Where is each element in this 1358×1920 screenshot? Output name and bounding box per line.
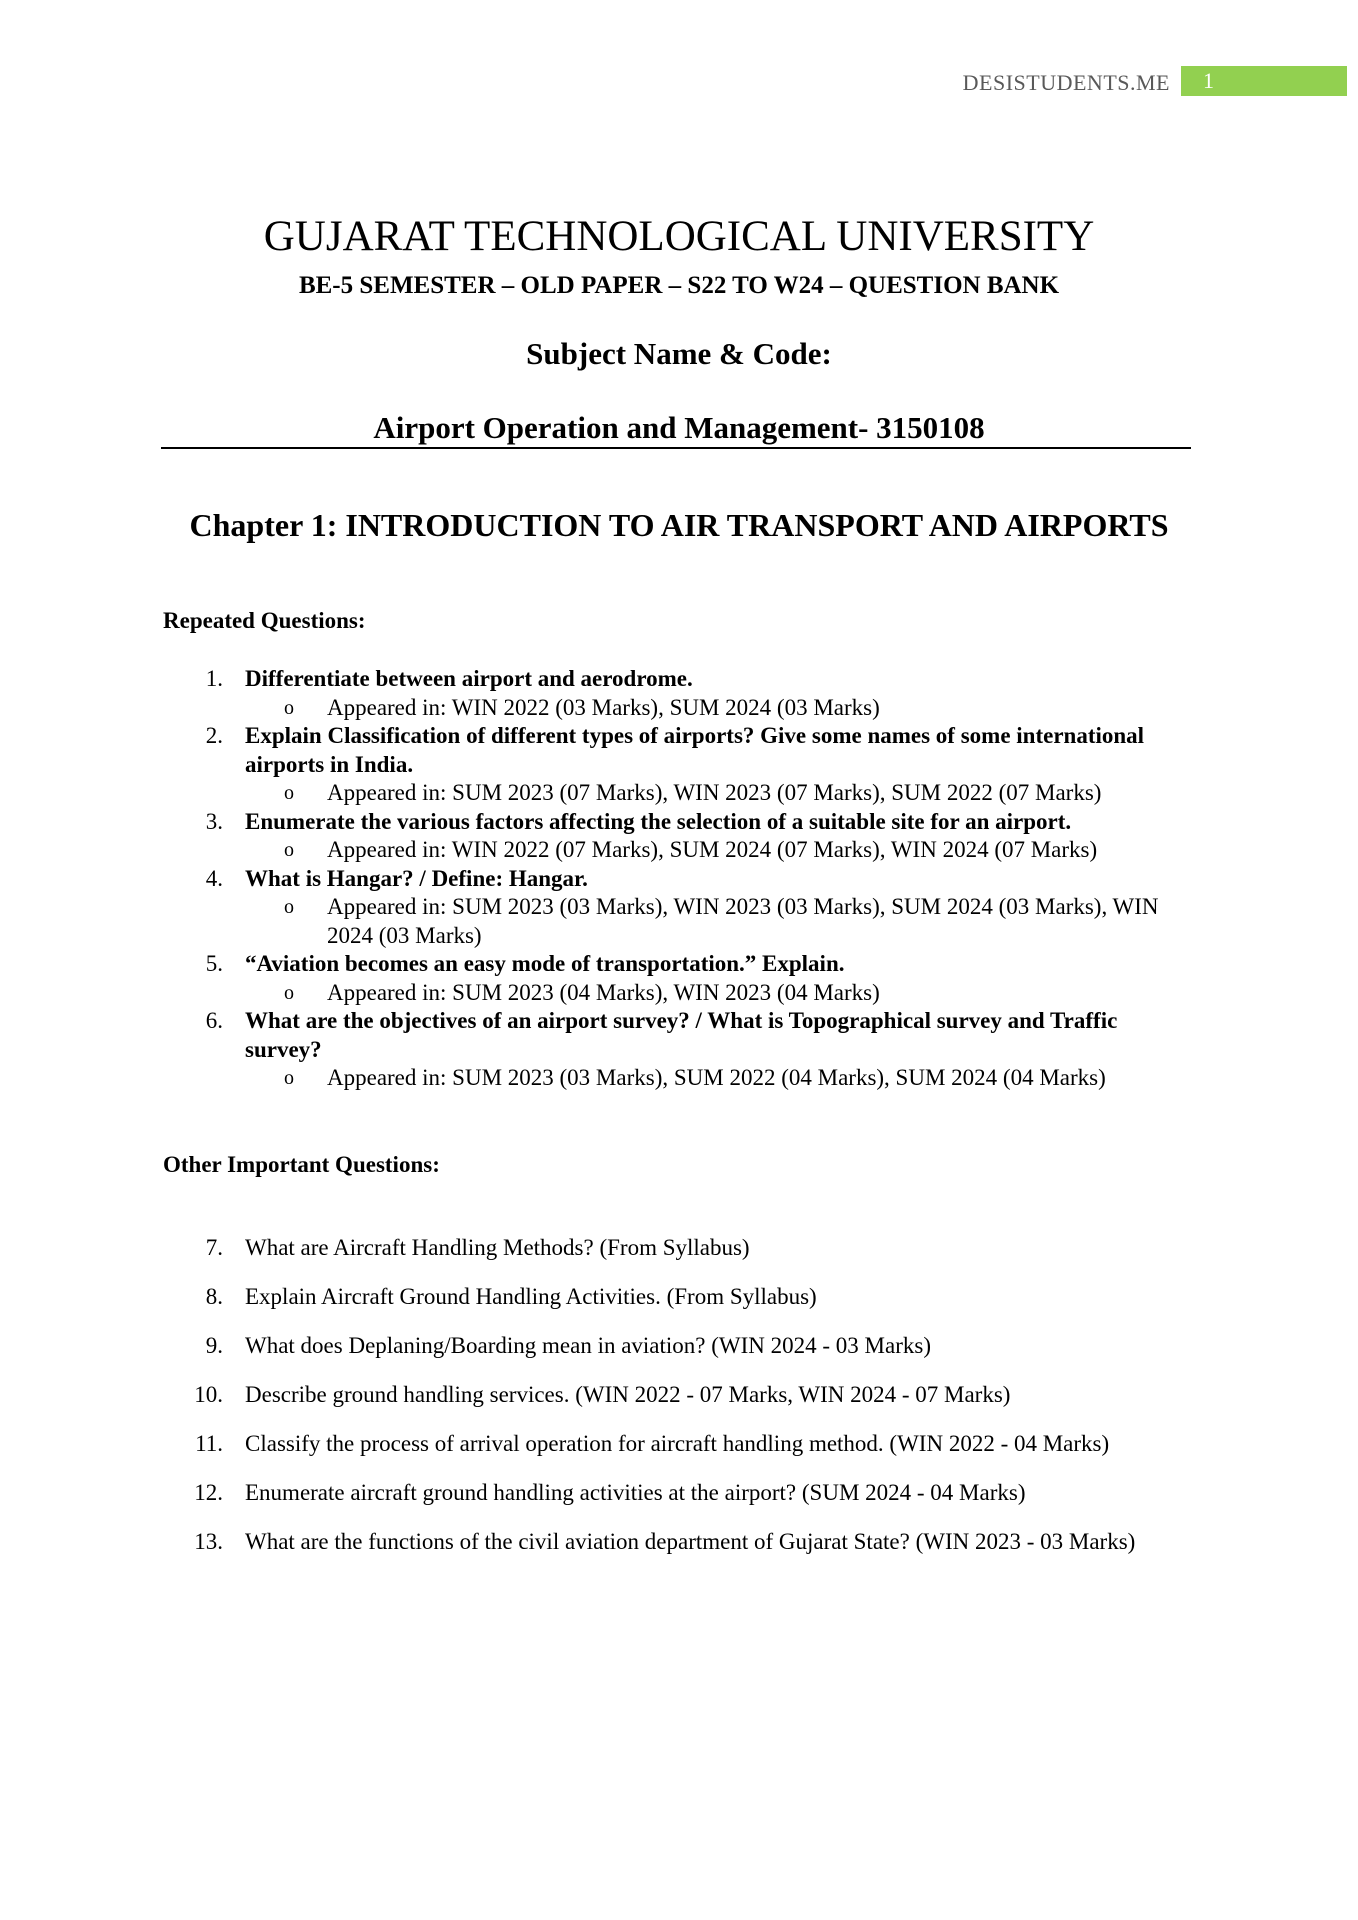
bullet-icon: o <box>284 896 294 918</box>
question <box>0 950 1358 979</box>
appeared-text: Appeared in: SUM 2023 (03 Marks), WIN 2023 (03 Marks), SUM 2024 (03 Marks), WIN 2024 (03 Marks) <box>327 894 1159 948</box>
question-number: 10. <box>194 1382 223 1407</box>
chapter-heading: Chapter 1: INTRODUCTION TO AIR TRANSPORT AND AIRPORTS <box>189 507 1169 543</box>
header-brand: DESISTUDENTS.ME <box>962 70 1170 95</box>
question-text: Enumerate aircraft ground handling activities at the airport? (SUM 2024 - 04 Marks) <box>245 1480 1026 1505</box>
question-number: 13. <box>194 1529 223 1554</box>
question-text: “Aviation becomes an easy mode of transportation.” Explain. <box>245 951 845 976</box>
list-item <box>0 865 1358 951</box>
question-number: 12. <box>194 1480 223 1505</box>
question <box>0 1007 1358 1064</box>
list-item <box>0 1528 1358 1557</box>
list-item <box>0 1381 1358 1410</box>
question-text: Describe ground handling services. (WIN 2022 - 07 Marks, WIN 2024 - 07 Marks) <box>245 1382 1011 1407</box>
question-number: 6. <box>205 1008 223 1033</box>
list-item <box>0 1332 1358 1361</box>
question-number: 8. <box>205 1284 223 1309</box>
list-item <box>0 665 1358 722</box>
question-number: 5. <box>205 951 223 976</box>
appeared-in <box>0 779 1358 808</box>
question-number: 1. <box>205 666 223 691</box>
appeared-text: Appeared in: WIN 2022 (03 Marks), SUM 2024 (03 Marks) <box>327 694 880 720</box>
question-number: 9. <box>205 1333 223 1358</box>
page-title: GUJARAT TECHNOLOGICAL UNIVERSITY <box>263 213 1095 260</box>
list-item <box>0 722 1358 808</box>
question <box>0 808 1358 837</box>
question <box>0 722 1358 779</box>
subject-label: Subject Name & Code: <box>526 336 832 371</box>
subject-name: Airport Operation and Management- 3150108 <box>373 410 985 445</box>
appeared-in <box>0 694 1358 723</box>
list-item <box>0 808 1358 865</box>
list-item <box>0 1283 1358 1312</box>
page-subtitle: BE-5 SEMESTER – OLD PAPER – S22 TO W24 – QUESTION BANK <box>298 272 1060 299</box>
appeared-in <box>0 836 1358 865</box>
list-item <box>0 1007 1358 1093</box>
list-item <box>0 1234 1358 1263</box>
question-text: Explain Classification of different types of airports? Give some names of some international airports in India. <box>245 723 1145 777</box>
bullet-icon: o <box>284 1067 294 1089</box>
appeared-in <box>0 1064 1358 1093</box>
bullet-icon: o <box>284 782 294 804</box>
appeared-text: Appeared in: SUM 2023 (04 Marks), WIN 2023 (04 Marks) <box>327 979 880 1005</box>
question-text: What is Hangar? / Define: Hangar. <box>245 865 588 891</box>
list-item <box>0 1430 1358 1459</box>
question-number: 7. <box>205 1235 223 1260</box>
page-number-badge: 1 <box>1181 66 1347 96</box>
title-underline <box>161 447 1191 449</box>
question-text: Classify the process of arrival operation for aircraft handling method. (WIN 2022 - 04 Marks) <box>245 1431 1110 1456</box>
question-number: 4. <box>205 865 223 891</box>
question <box>0 665 1358 694</box>
question-text: What are the functions of the civil aviation department of Gujarat State? (WIN 2023 - 03 Marks) <box>245 1529 1136 1554</box>
question-text: Explain Aircraft Ground Handling Activities. (From Syllabus) <box>245 1284 817 1309</box>
list-item <box>0 1479 1358 1508</box>
bullet-icon: o <box>284 981 294 1004</box>
question-text: What are the objectives of an airport survey? / What is Topographical survey and Traffic survey? <box>245 1008 1118 1062</box>
question-number: 3. <box>205 808 223 834</box>
question-number: 2. <box>205 723 223 748</box>
bullet-icon: o <box>284 696 294 719</box>
other-questions-list <box>0 1234 1358 1577</box>
appeared-text: Appeared in: SUM 2023 (03 Marks), SUM 2022 (04 Marks), SUM 2024 (04 Marks) <box>327 1065 1106 1090</box>
question-text: What are Aircraft Handling Methods? (From Syllabus) <box>245 1235 750 1260</box>
bullet-icon: o <box>284 839 294 861</box>
repeated-questions-list <box>0 665 1358 1093</box>
question <box>0 865 1358 894</box>
list-item <box>0 950 1358 1007</box>
question-number: 11. <box>195 1431 223 1456</box>
appeared-text: Appeared in: SUM 2023 (07 Marks), WIN 2023 (07 Marks), SUM 2022 (07 Marks) <box>327 780 1102 805</box>
appeared-text: Appeared in: WIN 2022 (07 Marks), SUM 2024 (07 Marks), WIN 2024 (07 Marks) <box>327 837 1098 862</box>
repeated-questions-heading: Repeated Questions: <box>163 608 366 633</box>
appeared-in <box>0 893 1358 950</box>
other-questions-heading: Other Important Questions: <box>163 1152 440 1177</box>
appeared-in <box>0 979 1358 1008</box>
question-text: What does Deplaning/Boarding mean in aviation? (WIN 2024 - 03 Marks) <box>245 1333 931 1358</box>
question-text: Enumerate the various factors affecting the selection of a suitable site for an airport. <box>245 808 1072 834</box>
question-text: Differentiate between airport and aerodrome. <box>245 666 693 691</box>
